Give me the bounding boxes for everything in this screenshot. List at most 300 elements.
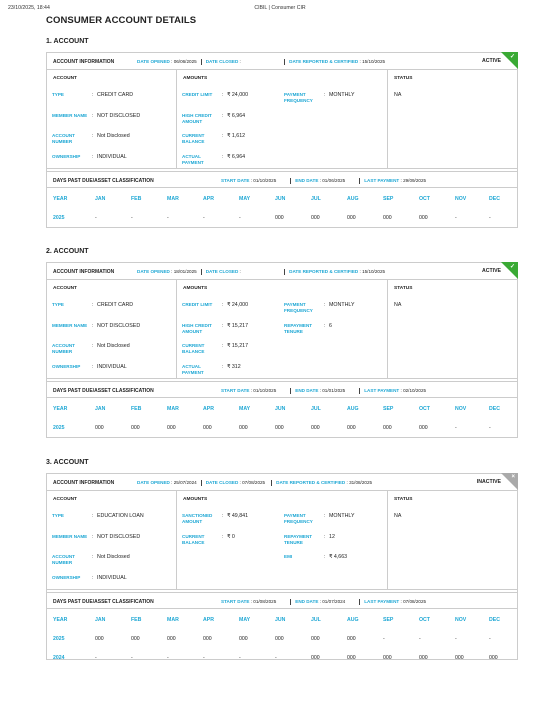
amount-0 xyxy=(182,92,248,98)
amounts-col-title: AMOUNTS xyxy=(183,286,208,291)
colon: : xyxy=(399,388,404,394)
type-label: TYPE xyxy=(52,92,64,97)
type xyxy=(52,513,144,519)
last-payment-value: 02/10/2025 xyxy=(403,388,427,394)
dpd-cell: 000 xyxy=(311,215,320,221)
status-column xyxy=(388,70,517,168)
amount-1-label: CURRENT BALANCE xyxy=(182,533,205,545)
amounts-col-title: AMOUNTS xyxy=(183,76,208,81)
month-header-sep: SEP xyxy=(383,406,394,412)
month-header-may: MAY xyxy=(239,617,251,623)
member-name-label: MEMBER NAME xyxy=(52,112,88,118)
month-header-apr: APR xyxy=(203,196,214,202)
dpd-year: 2024 xyxy=(53,655,65,661)
dpd-cell: 000 xyxy=(347,425,356,431)
colon: : xyxy=(92,554,94,560)
dpd-cell: - xyxy=(239,215,241,221)
check-icon: ✓ xyxy=(509,264,515,270)
colon: : xyxy=(222,92,224,98)
amount-3 xyxy=(182,364,241,376)
type-value: CREDIT CARD xyxy=(97,302,134,308)
dpd-cell: - xyxy=(203,655,205,661)
account-heading: 3. ACCOUNT xyxy=(46,459,89,466)
divider xyxy=(359,178,360,184)
dpd-cell: 000 xyxy=(383,655,392,661)
account-card xyxy=(46,473,518,660)
dpd-cell: - xyxy=(489,425,491,431)
status-badge: ACTIVE xyxy=(481,268,501,274)
colon: : xyxy=(345,480,350,486)
ownership-label: OWNERSHIP xyxy=(52,363,81,369)
month-header-aug: AUG xyxy=(347,196,359,202)
account-info-label: ACCOUNT INFORMATION xyxy=(53,269,115,275)
end-date-value: 01/07/2024 xyxy=(322,599,346,605)
amount-1-label: HIGH CREDIT AMOUNT xyxy=(182,322,212,334)
ownership-value: INDIVIDUAL xyxy=(97,574,127,581)
colon: : xyxy=(238,269,243,275)
dpd-cell: 000 xyxy=(489,655,498,661)
account-heading: 2. ACCOUNT xyxy=(46,248,89,255)
dpd-cell: 000 xyxy=(275,425,284,431)
last-payment-value: 29/09/2025 xyxy=(403,178,427,184)
date-opened-label: DATE OPENED xyxy=(137,269,170,275)
amount-r-0 xyxy=(284,302,355,314)
dpd-dates xyxy=(221,388,426,394)
member-name-label: MEMBER NAME xyxy=(52,322,88,328)
member-name-value: NOT DISCLOSED xyxy=(97,322,141,329)
amounts-column xyxy=(177,280,388,378)
month-header-apr: APR xyxy=(203,406,214,412)
amount-1 xyxy=(182,323,248,335)
month-header-sep: SEP xyxy=(383,196,394,202)
month-header-may: MAY xyxy=(239,406,251,412)
month-header-aug: AUG xyxy=(347,617,359,623)
dpd-cell: 000 xyxy=(383,425,392,431)
end-date-label: END DATE xyxy=(295,388,319,394)
colon: : xyxy=(222,363,224,370)
account-dates xyxy=(137,480,372,486)
dpd-cell: - xyxy=(275,655,277,661)
month-header-mar: MAR xyxy=(167,196,179,202)
month-header-nov: NOV xyxy=(455,196,467,202)
account-dates xyxy=(137,59,385,65)
colon: : xyxy=(92,92,94,98)
account-number-label: ACCOUNT NUMBER xyxy=(52,133,75,144)
date-reported-label: DATE REPORTED & CERTIFIED xyxy=(276,480,346,486)
month-header-feb: FEB xyxy=(131,406,142,412)
date-closed-label: DATE CLOSED xyxy=(205,59,239,65)
end-date-label: END DATE xyxy=(295,178,319,184)
amount-2-label: CURRENT BALANCE xyxy=(182,343,205,354)
print-datetime: 23/10/2025, 18:44 xyxy=(8,5,50,11)
year-header: YEAR xyxy=(53,617,68,623)
dpd-cell: 000 xyxy=(383,215,392,221)
amount-1-value: ₹ 6,964 xyxy=(227,112,246,119)
colon: : xyxy=(169,59,174,65)
account-number xyxy=(52,554,130,566)
amount-r-1 xyxy=(284,534,335,546)
amounts-col-title: AMOUNTS xyxy=(183,497,208,502)
dpd-cell: 000 xyxy=(419,655,428,661)
date-opened-value: 25/07/2024 xyxy=(173,480,197,486)
print-header xyxy=(8,5,552,11)
status-badge: INACTIVE xyxy=(476,479,501,485)
dpd-cell: 000 xyxy=(131,636,140,642)
colon: : xyxy=(169,269,174,275)
colon: : xyxy=(92,363,94,370)
dpd-label: DAYS PAST DUE/ASSET CLASSIFICATION xyxy=(53,178,154,184)
amount-0-label: CREDIT LIMIT xyxy=(182,302,213,307)
member-name-label: MEMBER NAME xyxy=(52,533,88,539)
divider xyxy=(290,388,291,394)
month-header-dec: DEC xyxy=(489,196,500,202)
check-icon: ✓ xyxy=(509,54,515,60)
dpd-cell: 000 xyxy=(167,636,176,642)
amount-0 xyxy=(182,513,248,525)
month-header-jan: JAN xyxy=(95,196,106,202)
account-body xyxy=(47,491,517,590)
colon: : xyxy=(358,269,363,275)
status-value xyxy=(394,92,401,98)
ownership-value: INDIVIDUAL xyxy=(97,363,127,370)
account-column xyxy=(47,280,177,378)
dpd-header xyxy=(47,171,517,188)
month-header-feb: FEB xyxy=(131,617,142,623)
close-icon: × xyxy=(511,474,515,480)
account-number-label: ACCOUNT NUMBER xyxy=(52,343,75,354)
colon: : xyxy=(238,480,243,486)
status-value-text: NA xyxy=(394,513,402,519)
month-header-may: MAY xyxy=(239,196,251,202)
account-info-header xyxy=(47,474,517,491)
status-column xyxy=(388,491,517,589)
month-header-jan: JAN xyxy=(95,406,106,412)
colon: : xyxy=(324,322,326,329)
dpd-cell: - xyxy=(95,655,97,661)
divider xyxy=(290,599,291,605)
month-header-mar: MAR xyxy=(167,617,179,623)
amount-2-label: CURRENT BALANCE xyxy=(182,133,205,144)
amount-r-2-label: EMI xyxy=(284,554,293,559)
account-info-header xyxy=(47,53,517,70)
ownership-label: OWNERSHIP xyxy=(52,574,81,580)
colon: : xyxy=(324,302,326,308)
last-payment-value: 07/08/2025 xyxy=(403,599,427,605)
amount-1-label: HIGH CREDIT AMOUNT xyxy=(182,112,212,124)
divider xyxy=(271,480,272,486)
colon: : xyxy=(249,388,254,394)
amount-1-value: ₹ 0 xyxy=(227,533,235,540)
dpd-cell: 000 xyxy=(347,215,356,221)
dpd-grid xyxy=(47,398,517,437)
amount-r-2-value: ₹ 4,663 xyxy=(329,554,348,560)
amount-0-value: ₹ 24,000 xyxy=(227,92,249,98)
status-value-text: NA xyxy=(394,302,402,308)
month-header-apr: APR xyxy=(203,617,214,623)
divider xyxy=(359,388,360,394)
dpd-cell: - xyxy=(455,425,457,431)
amount-1 xyxy=(182,534,235,546)
status-col-title: STATUS xyxy=(394,76,413,81)
dpd-cell: - xyxy=(131,655,133,661)
dpd-cell: - xyxy=(489,215,491,221)
dpd-cell: 000 xyxy=(275,636,284,642)
amount-1 xyxy=(182,113,245,125)
divider xyxy=(290,178,291,184)
date-opened-value: 18/01/2025 xyxy=(173,269,197,275)
start-date-label: START DATE xyxy=(221,599,250,605)
account-card xyxy=(46,262,518,438)
divider xyxy=(284,59,285,65)
dpd-cell: 000 xyxy=(419,425,428,431)
colon: : xyxy=(169,480,174,486)
dpd-cell: - xyxy=(167,215,169,221)
amount-r-0-value: MONTHLY xyxy=(329,302,355,308)
colon: : xyxy=(92,513,94,519)
amount-r-1 xyxy=(284,323,332,335)
account-number-value: Not Disclosed xyxy=(97,343,130,349)
amount-0-label: CREDIT LIMIT xyxy=(182,92,213,97)
dpd-cell: - xyxy=(239,655,241,661)
type xyxy=(52,302,133,308)
page-title: CONSUMER ACCOUNT DETAILS xyxy=(46,15,197,26)
month-header-dec: DEC xyxy=(489,617,500,623)
dpd-cell: 000 xyxy=(167,425,176,431)
colon: : xyxy=(324,513,326,519)
account-number xyxy=(52,133,130,145)
date-reported-value: 31/08/2025 xyxy=(349,480,373,486)
dpd-cell: 000 xyxy=(239,425,248,431)
account-col-title: ACCOUNT xyxy=(53,76,77,81)
colon: : xyxy=(324,533,326,540)
date-closed-label: DATE CLOSED xyxy=(205,269,239,275)
date-reported-label: DATE REPORTED & CERTIFIED xyxy=(289,59,359,65)
account-info-label: ACCOUNT INFORMATION xyxy=(53,480,115,486)
amount-r-1-value: 6 xyxy=(329,322,332,329)
dpd-cell: 000 xyxy=(311,636,320,642)
amount-r-1-label: REPAYMENT TENURE xyxy=(284,322,313,334)
amount-r-0-label: PAYMENT FREQUENCY xyxy=(284,92,313,103)
colon: : xyxy=(358,59,363,65)
last-payment-label: LAST PAYMENT xyxy=(364,599,400,605)
colon: : xyxy=(92,533,94,540)
dpd-cell: - xyxy=(131,215,133,221)
account-col-title: ACCOUNT xyxy=(53,497,77,502)
amount-3-label: ACTUAL PAYMENT xyxy=(182,153,204,165)
colon: : xyxy=(249,178,254,184)
amount-r-1-value: 12 xyxy=(329,533,335,540)
month-header-oct: OCT xyxy=(419,406,430,412)
amount-0-label: SANCTIONED AMOUNT xyxy=(182,513,213,524)
month-header-oct: OCT xyxy=(419,617,430,623)
account-body xyxy=(47,280,517,379)
dpd-cell: 000 xyxy=(419,215,428,221)
dpd-cell: - xyxy=(455,215,457,221)
colon: : xyxy=(92,574,94,581)
month-header-sep: SEP xyxy=(383,617,394,623)
dpd-cell: 000 xyxy=(311,425,320,431)
amount-2 xyxy=(182,133,245,145)
dpd-dates xyxy=(221,599,426,605)
month-header-mar: MAR xyxy=(167,406,179,412)
amount-r-0-value: MONTHLY xyxy=(329,513,355,519)
end-date-value: 01/01/2025 xyxy=(322,388,346,394)
status-value xyxy=(394,302,401,308)
colon: : xyxy=(318,599,323,605)
ownership xyxy=(52,154,127,160)
ownership-value: INDIVIDUAL xyxy=(97,153,127,160)
month-header-feb: FEB xyxy=(131,196,142,202)
amount-2-value: ₹ 15,217 xyxy=(227,343,249,349)
dpd-cell: 000 xyxy=(347,655,356,661)
account-body xyxy=(47,70,517,169)
account-card xyxy=(46,52,518,228)
colon: : xyxy=(92,343,94,349)
dpd-cell: 000 xyxy=(95,636,104,642)
member-name xyxy=(52,113,140,119)
month-header-jul: JUL xyxy=(311,406,321,412)
date-reported-value: 15/10/2025 xyxy=(362,269,386,275)
colon: : xyxy=(399,178,404,184)
divider xyxy=(284,269,285,275)
colon: : xyxy=(318,388,323,394)
colon: : xyxy=(222,153,224,160)
amount-3-value: ₹ 6,964 xyxy=(227,153,246,160)
colon: : xyxy=(249,599,254,605)
date-opened-value: 06/06/2025 xyxy=(173,59,197,65)
account-info-label: ACCOUNT INFORMATION xyxy=(53,59,115,65)
start-date-value: 01/08/2025 xyxy=(253,599,277,605)
amount-2 xyxy=(182,343,248,355)
dpd-cell: - xyxy=(95,215,97,221)
amounts-column xyxy=(177,70,388,168)
month-header-jun: JUN xyxy=(275,617,286,623)
dpd-grid xyxy=(47,188,517,227)
account-number-value: Not Disclosed xyxy=(97,133,130,139)
colon: : xyxy=(222,302,224,308)
status-column xyxy=(388,280,517,378)
dpd-cell: 000 xyxy=(95,425,104,431)
start-date-value: 01/10/2025 xyxy=(253,178,277,184)
dpd-year: 2025 xyxy=(53,215,65,221)
account-column xyxy=(47,70,177,168)
dpd-cell: 000 xyxy=(239,636,248,642)
date-reported-label: DATE REPORTED & CERTIFIED xyxy=(289,269,359,275)
member-name-value: NOT DISCLOSED xyxy=(97,533,141,540)
month-header-jan: JAN xyxy=(95,617,106,623)
amount-r-0-label: PAYMENT FREQUENCY xyxy=(284,302,313,313)
dpd-cell: 000 xyxy=(455,655,464,661)
divider xyxy=(201,480,202,486)
colon: : xyxy=(222,133,224,139)
dpd-label: DAYS PAST DUE/ASSET CLASSIFICATION xyxy=(53,599,154,605)
amount-2-value: ₹ 1,612 xyxy=(227,133,246,139)
dpd-cell: - xyxy=(203,215,205,221)
dpd-cell: 000 xyxy=(275,215,284,221)
amount-0-value: ₹ 24,000 xyxy=(227,302,249,308)
date-opened-label: DATE OPENED xyxy=(137,59,170,65)
type xyxy=(52,92,133,98)
colon: : xyxy=(92,112,94,119)
account-column xyxy=(47,491,177,589)
status-col-title: STATUS xyxy=(394,497,413,502)
dpd-cell: - xyxy=(167,655,169,661)
account-dates xyxy=(137,269,385,275)
start-date-label: START DATE xyxy=(221,178,250,184)
status-corner-flag xyxy=(501,473,518,490)
colon: : xyxy=(92,302,94,308)
colon: : xyxy=(222,513,224,519)
account-number xyxy=(52,343,130,355)
colon: : xyxy=(238,59,243,65)
dpd-cell: - xyxy=(383,636,385,642)
month-header-jul: JUL xyxy=(311,196,321,202)
amount-3-value: ₹ 312 xyxy=(227,363,241,370)
year-header: YEAR xyxy=(53,196,68,202)
colon: : xyxy=(92,133,94,139)
colon: : xyxy=(222,343,224,349)
type-value: CREDIT CARD xyxy=(97,92,134,98)
ownership-label: OWNERSHIP xyxy=(52,153,81,159)
dpd-cell: 000 xyxy=(203,425,212,431)
account-info-header xyxy=(47,263,517,280)
divider xyxy=(201,269,202,275)
date-reported-value: 15/10/2025 xyxy=(362,59,386,65)
dpd-header xyxy=(47,592,517,609)
ownership xyxy=(52,364,127,370)
colon: : xyxy=(222,322,224,329)
start-date-value: 01/10/2025 xyxy=(253,388,277,394)
year-header: YEAR xyxy=(53,406,68,412)
last-payment-label: LAST PAYMENT xyxy=(364,178,400,184)
status-value-text: NA xyxy=(394,92,402,98)
date-closed-value: 07/08/2025 xyxy=(242,480,266,486)
divider xyxy=(201,59,202,65)
month-header-nov: NOV xyxy=(455,617,467,623)
month-header-oct: OCT xyxy=(419,196,430,202)
amount-r-0-label: PAYMENT FREQUENCY xyxy=(284,513,313,524)
month-header-nov: NOV xyxy=(455,406,467,412)
type-value: EDUCATION LOAN xyxy=(97,513,144,519)
account-heading: 1. ACCOUNT xyxy=(46,38,89,45)
status-value xyxy=(394,513,401,519)
amount-3-label: ACTUAL PAYMENT xyxy=(182,363,204,375)
colon: : xyxy=(222,533,224,540)
dpd-header xyxy=(47,381,517,398)
date-opened-label: DATE OPENED xyxy=(137,480,170,486)
ownership xyxy=(52,575,127,581)
amount-r-2 xyxy=(284,554,347,560)
amount-r-0 xyxy=(284,513,355,525)
dpd-cell: - xyxy=(489,636,491,642)
colon: : xyxy=(92,322,94,329)
colon: : xyxy=(318,178,323,184)
start-date-label: START DATE xyxy=(221,388,250,394)
amount-r-0 xyxy=(284,92,355,104)
divider xyxy=(359,599,360,605)
end-date-label: END DATE xyxy=(295,599,319,605)
colon: : xyxy=(92,153,94,160)
dpd-cell: 000 xyxy=(347,636,356,642)
account-col-title: ACCOUNT xyxy=(53,286,77,291)
amount-0-value: ₹ 49,841 xyxy=(227,513,249,519)
colon: : xyxy=(324,554,326,560)
dpd-cell: - xyxy=(419,636,421,642)
dpd-grid xyxy=(47,609,517,667)
last-payment-label: LAST PAYMENT xyxy=(364,388,400,394)
dpd-dates xyxy=(221,178,426,184)
colon: : xyxy=(324,92,326,98)
